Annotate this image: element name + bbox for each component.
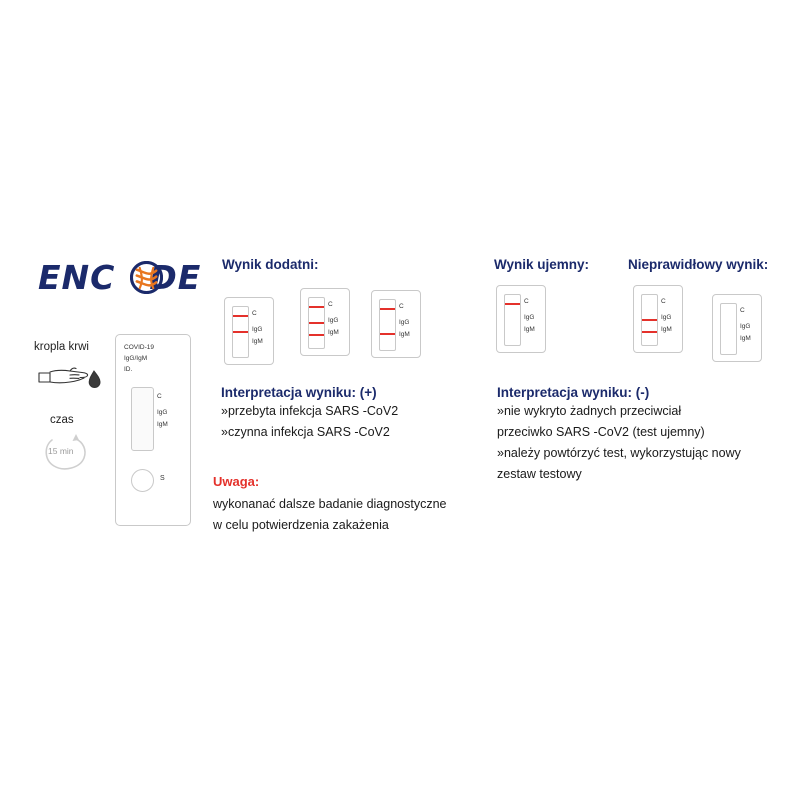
cassette-invalid-blank xyxy=(712,294,762,362)
hand-with-blood-drop-icon xyxy=(36,356,106,396)
band-igm xyxy=(380,333,395,335)
band-igg xyxy=(642,319,657,321)
device-result-window xyxy=(131,387,154,451)
band-igg xyxy=(233,331,248,333)
cassette-positive-igg-igm xyxy=(300,288,350,356)
mini-window xyxy=(504,294,521,346)
brand-logo-text-right: DE xyxy=(149,258,202,297)
device-window-label-igg: IgG xyxy=(157,409,168,416)
device-sample-well xyxy=(131,469,154,492)
mini-label-igg: IgG xyxy=(328,317,339,324)
mini-label-c: C xyxy=(399,303,404,310)
band-igm xyxy=(642,331,657,333)
mini-label-igg: IgG xyxy=(740,323,751,330)
mini-label-igg: IgG xyxy=(524,314,535,321)
mini-label-igm: IgM xyxy=(524,326,535,333)
device-label-line-1: COVID-19 xyxy=(124,344,154,351)
mini-label-c: C xyxy=(328,301,333,308)
band-c xyxy=(380,308,395,310)
cassette-device xyxy=(115,334,191,526)
device-label-line-3: ID. xyxy=(124,366,133,373)
interpretation-title-negative: Interpretacja wyniku: (-) xyxy=(497,385,650,400)
heading-positive: Wynik dodatni: xyxy=(222,257,319,272)
mini-label-c: C xyxy=(740,307,745,314)
interpretation-line-positive-2: »czynna infekcja SARS -CoV2 xyxy=(221,425,390,439)
device-window-label-c: C xyxy=(157,393,162,400)
note-title: Uwaga: xyxy=(213,474,260,489)
band-igm xyxy=(309,334,324,336)
dna-helix-icon xyxy=(130,261,163,294)
mini-label-c: C xyxy=(661,298,666,305)
interpretation-line-negative-3: »należy powtórzyć test, wykorzystując nowy xyxy=(497,446,741,460)
heading-negative: Wynik ujemny: xyxy=(494,257,590,272)
mini-label-c: C xyxy=(524,298,529,305)
mini-window xyxy=(641,294,658,346)
mini-label-c: C xyxy=(252,310,257,317)
brand-logo-text-left: ENC xyxy=(38,258,116,297)
heading-invalid: Nieprawidłowy wynik: xyxy=(628,257,769,272)
interpretation-line-positive-1: »przebyta infekcja SARS -CoV2 xyxy=(221,404,399,418)
interpretation-title-positive: Interpretacja wyniku: (+) xyxy=(221,385,377,400)
band-c xyxy=(233,315,248,317)
blood-drop-label: kropla krwi xyxy=(34,341,89,353)
band-igg xyxy=(309,322,324,324)
mini-label-igm: IgM xyxy=(661,326,672,333)
mini-label-igg: IgG xyxy=(252,326,263,333)
brand-logo-text xyxy=(38,258,202,298)
brand-logo xyxy=(38,258,202,298)
device-sample-well-label: S xyxy=(160,475,165,482)
mini-label-igg: IgG xyxy=(399,319,410,326)
mini-label-igm: IgM xyxy=(328,329,339,336)
mini-window xyxy=(308,297,325,349)
interpretation-line-negative-2: przeciwko SARS -CoV2 (test ujemny) xyxy=(497,425,705,439)
device-label-line-2: IgG/IgM xyxy=(124,355,148,362)
mini-window xyxy=(720,303,737,355)
mini-label-igm: IgM xyxy=(252,338,263,345)
band-c xyxy=(309,306,324,308)
mini-label-igg: IgG xyxy=(661,314,672,321)
cassette-positive-igg xyxy=(224,297,274,365)
note-line-2: w celu potwierdzenia zakażenia xyxy=(213,518,389,532)
mini-label-igm: IgM xyxy=(740,335,751,342)
mini-window xyxy=(232,306,249,358)
cassette-negative xyxy=(496,285,546,353)
mini-window xyxy=(379,299,396,351)
cassette-invalid-igg-igm xyxy=(633,285,683,353)
interpretation-line-negative-1: »nie wykryto żadnych przeciwciał xyxy=(497,404,682,418)
cassette-positive-igm xyxy=(371,290,421,358)
mini-label-igm: IgM xyxy=(399,331,410,338)
interpretation-line-negative-4: zestaw testowy xyxy=(497,467,582,481)
band-c xyxy=(505,303,520,305)
time-label: czas xyxy=(50,414,74,426)
device-window-label-igm: IgM xyxy=(157,421,168,428)
clock-value: 15 min xyxy=(48,446,74,456)
note-line-1: wykonanać dalsze badanie diagnostyczne xyxy=(213,497,447,511)
